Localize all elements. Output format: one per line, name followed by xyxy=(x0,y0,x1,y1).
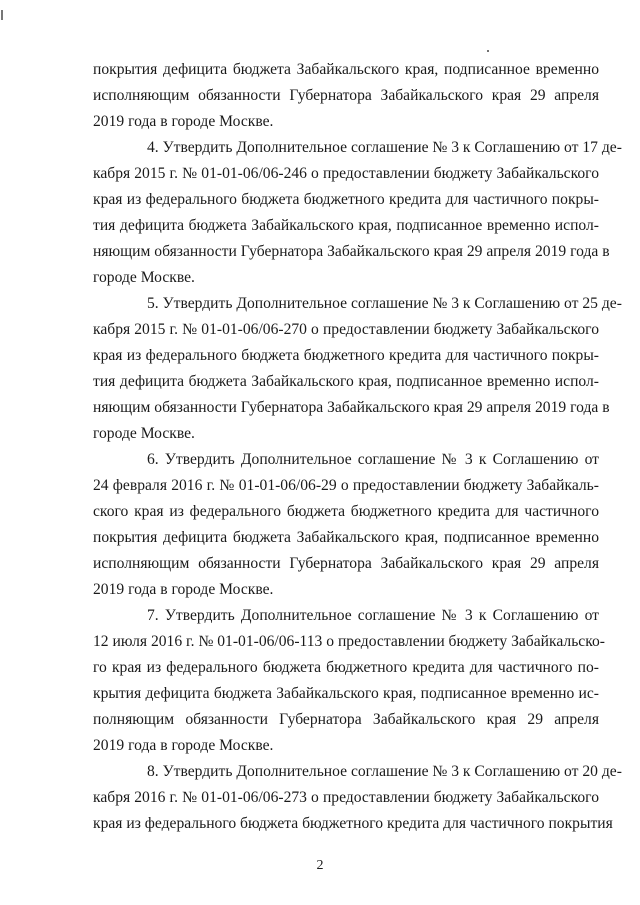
text-line: крытия дефицита бюджета Забайкальского края, подписанное временно ис- xyxy=(93,685,599,702)
page-number: 2 xyxy=(316,858,324,873)
text-line: го края из федерального бюджета бюджетного кредита для частичного по- xyxy=(93,659,599,676)
text-line: края из федерального бюджета бюджетного кредита для частичного покры- xyxy=(93,191,599,208)
scan-speck xyxy=(487,50,489,52)
text-line: няющим обязанности Губернатора Забайкальского края 29 апреля 2019 года в xyxy=(93,399,610,416)
text-line: 2019 года в городе Москве. xyxy=(93,113,274,130)
text-line: ского края из федерального бюджета бюджетного кредита для частичного xyxy=(93,503,599,520)
text-line: городе Москве. xyxy=(93,269,195,286)
text-line: кабря 2015 г. № 01-01-06/06-270 о предоставлении бюджету Забайкальского xyxy=(93,321,599,338)
text-line: края из федерального бюджета бюджетного кредита для частичного покрытия xyxy=(93,815,613,832)
text-line: няющим обязанности Губернатора Забайкальского края 29 апреля 2019 года в xyxy=(93,243,610,260)
text-line: края из федерального бюджета бюджетного кредита для частичного покры- xyxy=(93,347,599,364)
paragraph-first-line: 7. Утвердить Дополнительное соглашение № 3 к Соглашению от xyxy=(147,607,599,624)
paragraph-first-line: 4. Утвердить Дополнительное соглашение № 3 к Соглашению от 17 де- xyxy=(147,139,622,156)
paragraph-first-line: 6. Утвердить Дополнительное соглашение № 3 к Соглашению от xyxy=(147,451,599,468)
text-line: 24 февраля 2016 г. № 01-01-06/06-29 о предоставлении бюджету Забайкаль- xyxy=(93,477,599,494)
paragraph-first-line: 5. Утвердить Дополнительное соглашение № 3 к Соглашению от 25 де- xyxy=(147,295,622,312)
text-line: 2019 года в городе Москве. xyxy=(93,737,274,754)
document-body xyxy=(93,57,622,837)
text-line: тия дефицита бюджета Забайкальского края, подписанное временно испол- xyxy=(93,217,599,234)
text-line: покрытия дефицита бюджета Забайкальского края, подписанное временно xyxy=(93,529,599,546)
text-line: тия дефицита бюджета Забайкальского края, подписанное временно испол- xyxy=(93,373,599,390)
text-line: 12 июля 2016 г. № 01-01-06/06-113 о предоставлении бюджету Забайкальско- xyxy=(93,633,605,650)
text-line: исполняющим обязанности Губернатора Забайкальского края 29 апреля xyxy=(93,87,599,104)
text-line: исполняющим обязанности Губернатора Забайкальского края 29 апреля xyxy=(93,555,599,572)
text-line: кабря 2016 г. № 01-01-06/06-273 о предоставлении бюджету Забайкальского xyxy=(93,789,599,806)
text-line: кабря 2015 г. № 01-01-06/06-246 о предоставлении бюджету Забайкальского xyxy=(93,165,599,182)
paragraph-first-line: 8. Утвердить Дополнительное соглашение № 3 к Соглашению от 20 де- xyxy=(147,763,622,780)
text-line: покрытия дефицита бюджета Забайкальского края, подписанное временно xyxy=(93,61,599,78)
text-line: полняющим обязанности Губернатора Забайкальского края 29 апреля xyxy=(93,711,599,728)
text-line: городе Москве. xyxy=(93,425,195,442)
scan-edge-mark xyxy=(1,10,3,20)
text-line: 2019 года в городе Москве. xyxy=(93,581,274,598)
